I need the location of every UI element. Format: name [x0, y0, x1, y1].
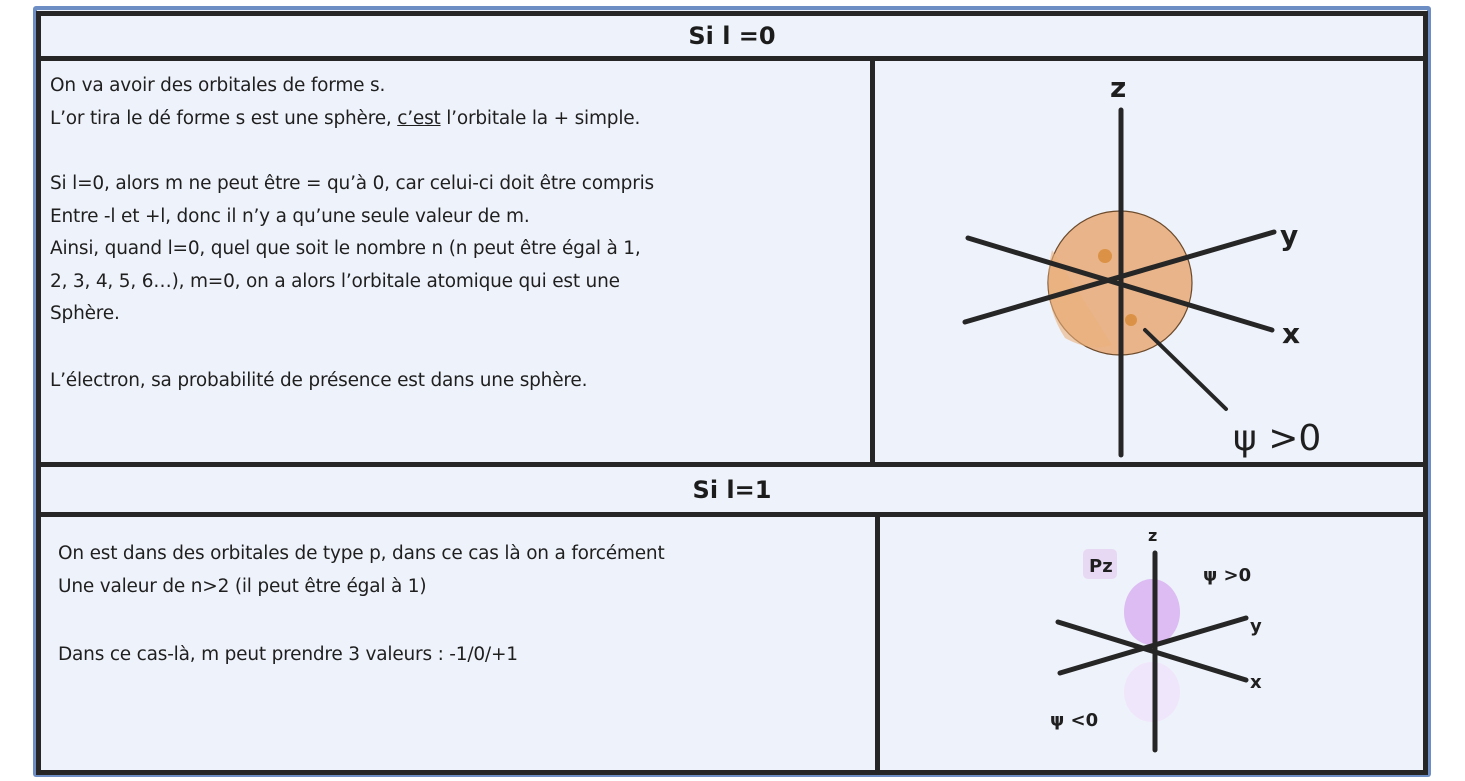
p-psi-positive-label: ψ >0 [1203, 565, 1252, 586]
p-psi-negative-label: ψ <0 [1050, 710, 1099, 731]
section2-title: Si l=1 [692, 475, 772, 504]
section1-paragraph-2: Si l=0, alors m ne peut être = qu’à 0, car celui-ci doit être compris Entre -l et +l, donc il n’y a qu’une seule valeur de m. Ainsi, quand l=0, quel que soit le nombre n (n peut être égal à 1, 2, 3, 4, 5, 6…), m=0, on a alors l’orbitale atomique qui est une Sphère. [50, 173, 654, 325]
section2-paragraph-2: Dans ce cas-là, m peut prendre 3 valeurs : -1/0/+1 [58, 644, 518, 665]
section1-title: Si l =0 [688, 22, 776, 50]
section1-line-1: On va avoir des orbitales de forme s. [50, 75, 386, 96]
s-axis-z-label: z [1110, 71, 1127, 104]
s-axis-x-label: x [1282, 317, 1301, 350]
s-axis-y-label: y [1280, 219, 1299, 252]
p-axis-y-label: y [1250, 616, 1262, 637]
pz-badge-label: Pz [1089, 556, 1113, 577]
section1-line-2b: l’orbitale la + simple. [440, 107, 641, 129]
p-axis-z-label: z [1148, 526, 1158, 545]
s-psi-label: ψ >0 [1233, 418, 1322, 459]
section1-paragraph-3: L’électron, sa probabilité de présence est dans une sphère. [50, 370, 588, 391]
p-lobe-bottom [1124, 662, 1180, 722]
section1-line-2-underlined: c’est [397, 107, 441, 129]
p-axis-x-label: x [1250, 672, 1262, 693]
p-lobe-top [1124, 579, 1180, 645]
section1-line-2a: L’or tira le dé forme s est une sphère, [50, 107, 398, 129]
section2-paragraph-1: On est dans des orbitales de type p, dans ce cas là on a forcément Une valeur de n>2 (il peut être égal à 1) [58, 543, 665, 597]
